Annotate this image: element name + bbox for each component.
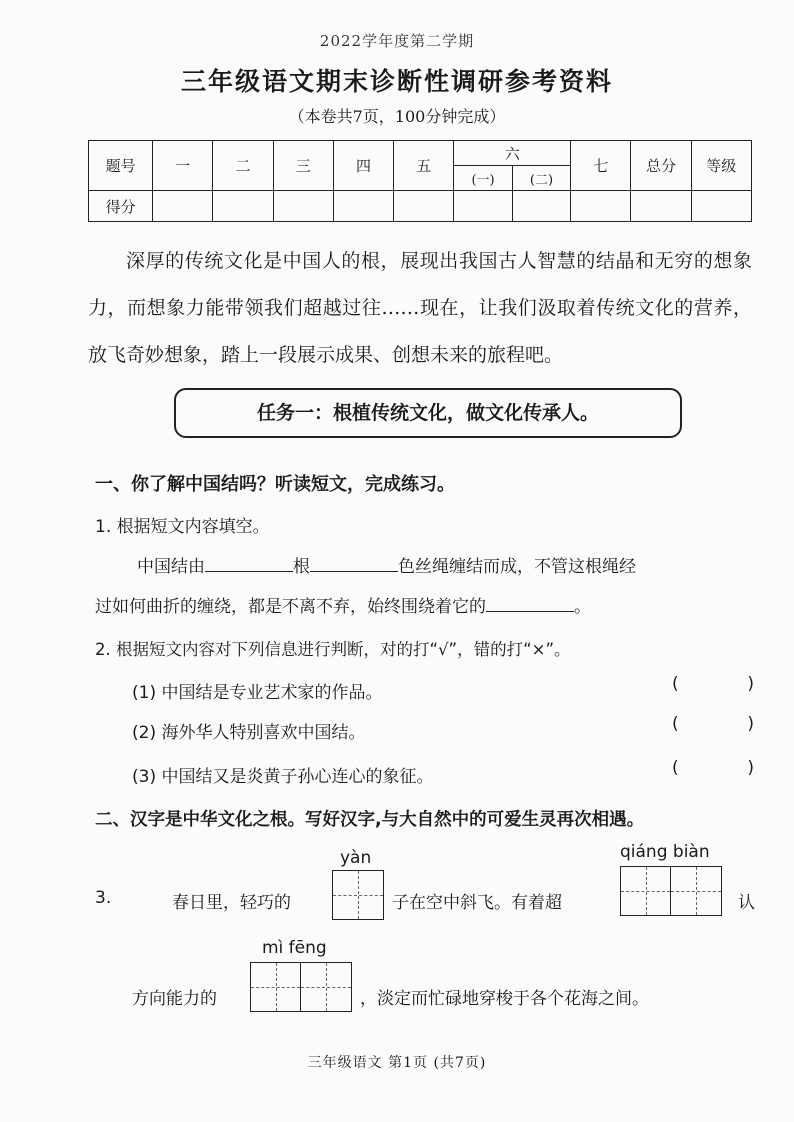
q1-line-2 — [95, 592, 591, 617]
q1-text-1: 中国结由 — [137, 557, 205, 577]
q3-text-1: 春日里，轻巧的 — [172, 893, 291, 913]
q2-answer-3[interactable]: ( ) — [672, 758, 754, 778]
score-row-label: 得分 — [89, 191, 153, 222]
score-cell[interactable] — [512, 191, 570, 222]
q2-item-2: (2) 海外华人特别喜欢中国结。 — [132, 723, 366, 743]
writing-grid-mifeng[interactable] — [250, 962, 352, 1012]
q1-blank-1[interactable] — [205, 553, 293, 572]
pinyin-mifeng: mì fēng — [262, 938, 327, 958]
score-col-4: 四 — [333, 141, 393, 191]
page-subtitle: （本卷共7页，100分钟完成） — [288, 107, 506, 126]
q2-answer-1[interactable]: ( ) — [672, 674, 754, 694]
score-col-6: 六 — [454, 141, 571, 166]
score-cell[interactable] — [631, 191, 691, 222]
score-col-total: 总分 — [631, 141, 691, 191]
page-title: 三年级语文期末诊断性调研参考资料 — [180, 67, 613, 96]
score-col-1: 一 — [153, 141, 213, 191]
writing-grid-qiangbian[interactable] — [620, 866, 722, 916]
task-one-box: 任务一：根植传统文化，做文化传承人。 — [174, 388, 682, 438]
score-cell[interactable] — [394, 191, 454, 222]
q2-label: 2. 根据短文内容对下列信息进行判断，对的打“√”，错的打“×”。 — [95, 640, 571, 659]
score-col-2: 二 — [213, 141, 273, 191]
score-header-label: 题号 — [89, 141, 153, 191]
page-footer: 三年级语文 第1页 (共7页) — [307, 1055, 487, 1071]
q1-label: 1. 根据短文内容填空。 — [95, 517, 270, 537]
section-two-heading: 二、汉字是中华文化之根。写好汉字,与大自然中的可爱生灵再次相遇。 — [95, 810, 645, 830]
score-col-7: 七 — [571, 141, 631, 191]
q1-line-1 — [137, 552, 636, 577]
q2-item-1: (1) 中国结是专业艺术家的作品。 — [132, 683, 383, 703]
q1-blank-2[interactable] — [310, 553, 398, 572]
pinyin-yan: yàn — [340, 848, 372, 868]
q3-text-2: 子在空中斜飞。有着超 — [392, 893, 562, 913]
score-col-6-2: (二) — [512, 166, 570, 191]
score-cell[interactable] — [691, 191, 751, 222]
score-col-grade: 等级 — [691, 141, 751, 191]
q3-text-5: ，淡定而忙碌地穿梭于各个花海之间。 — [360, 989, 649, 1009]
score-cell[interactable] — [333, 191, 393, 222]
score-cell[interactable] — [213, 191, 273, 222]
score-table — [88, 140, 752, 222]
q1-blank-3[interactable] — [486, 593, 574, 612]
score-col-5: 五 — [394, 141, 454, 191]
score-cell[interactable] — [571, 191, 631, 222]
q3-text-4: 方向能力的 — [132, 989, 217, 1009]
q3-number: 3. — [95, 888, 112, 908]
intro-paragraph: 深厚的传统文化是中国人的根，展现出我国古人智慧的结晶和无穷的想象力，而想象力能带领我们超越过往……现在，让我们汲取着传统文化的营养，放飞奇妙想象，踏上一段展示成果、创想未来的旅程吧。 — [88, 250, 752, 366]
score-cell[interactable] — [454, 191, 512, 222]
score-cell[interactable] — [273, 191, 333, 222]
term-header: 2022学年度第二学期 — [319, 32, 475, 50]
q2-item-3: (3) 中国结又是炎黄子孙心连心的象征。 — [132, 767, 434, 787]
q1-text-2: 根 — [293, 557, 310, 577]
writing-grid-yan[interactable] — [332, 870, 384, 920]
section-one-heading: 一、你了解中国结吗？听读短文，完成练习。 — [95, 474, 455, 495]
score-cell[interactable] — [153, 191, 213, 222]
q1-text-4: 过如何曲折的缠绕，都是不离不弃，始终围绕着它的 — [95, 597, 486, 617]
pinyin-qiangbian: qiáng biàn — [620, 842, 710, 862]
intro-text — [88, 238, 752, 379]
q2-answer-2[interactable]: ( ) — [672, 714, 754, 734]
q3-text-3: 认 — [738, 893, 755, 913]
q1-text-3: 色丝绳缠结而成，不管这根绳经 — [398, 557, 636, 577]
q1-text-5: 。 — [574, 597, 591, 617]
score-col-6-1: (一) — [454, 166, 512, 191]
score-col-3: 三 — [273, 141, 333, 191]
